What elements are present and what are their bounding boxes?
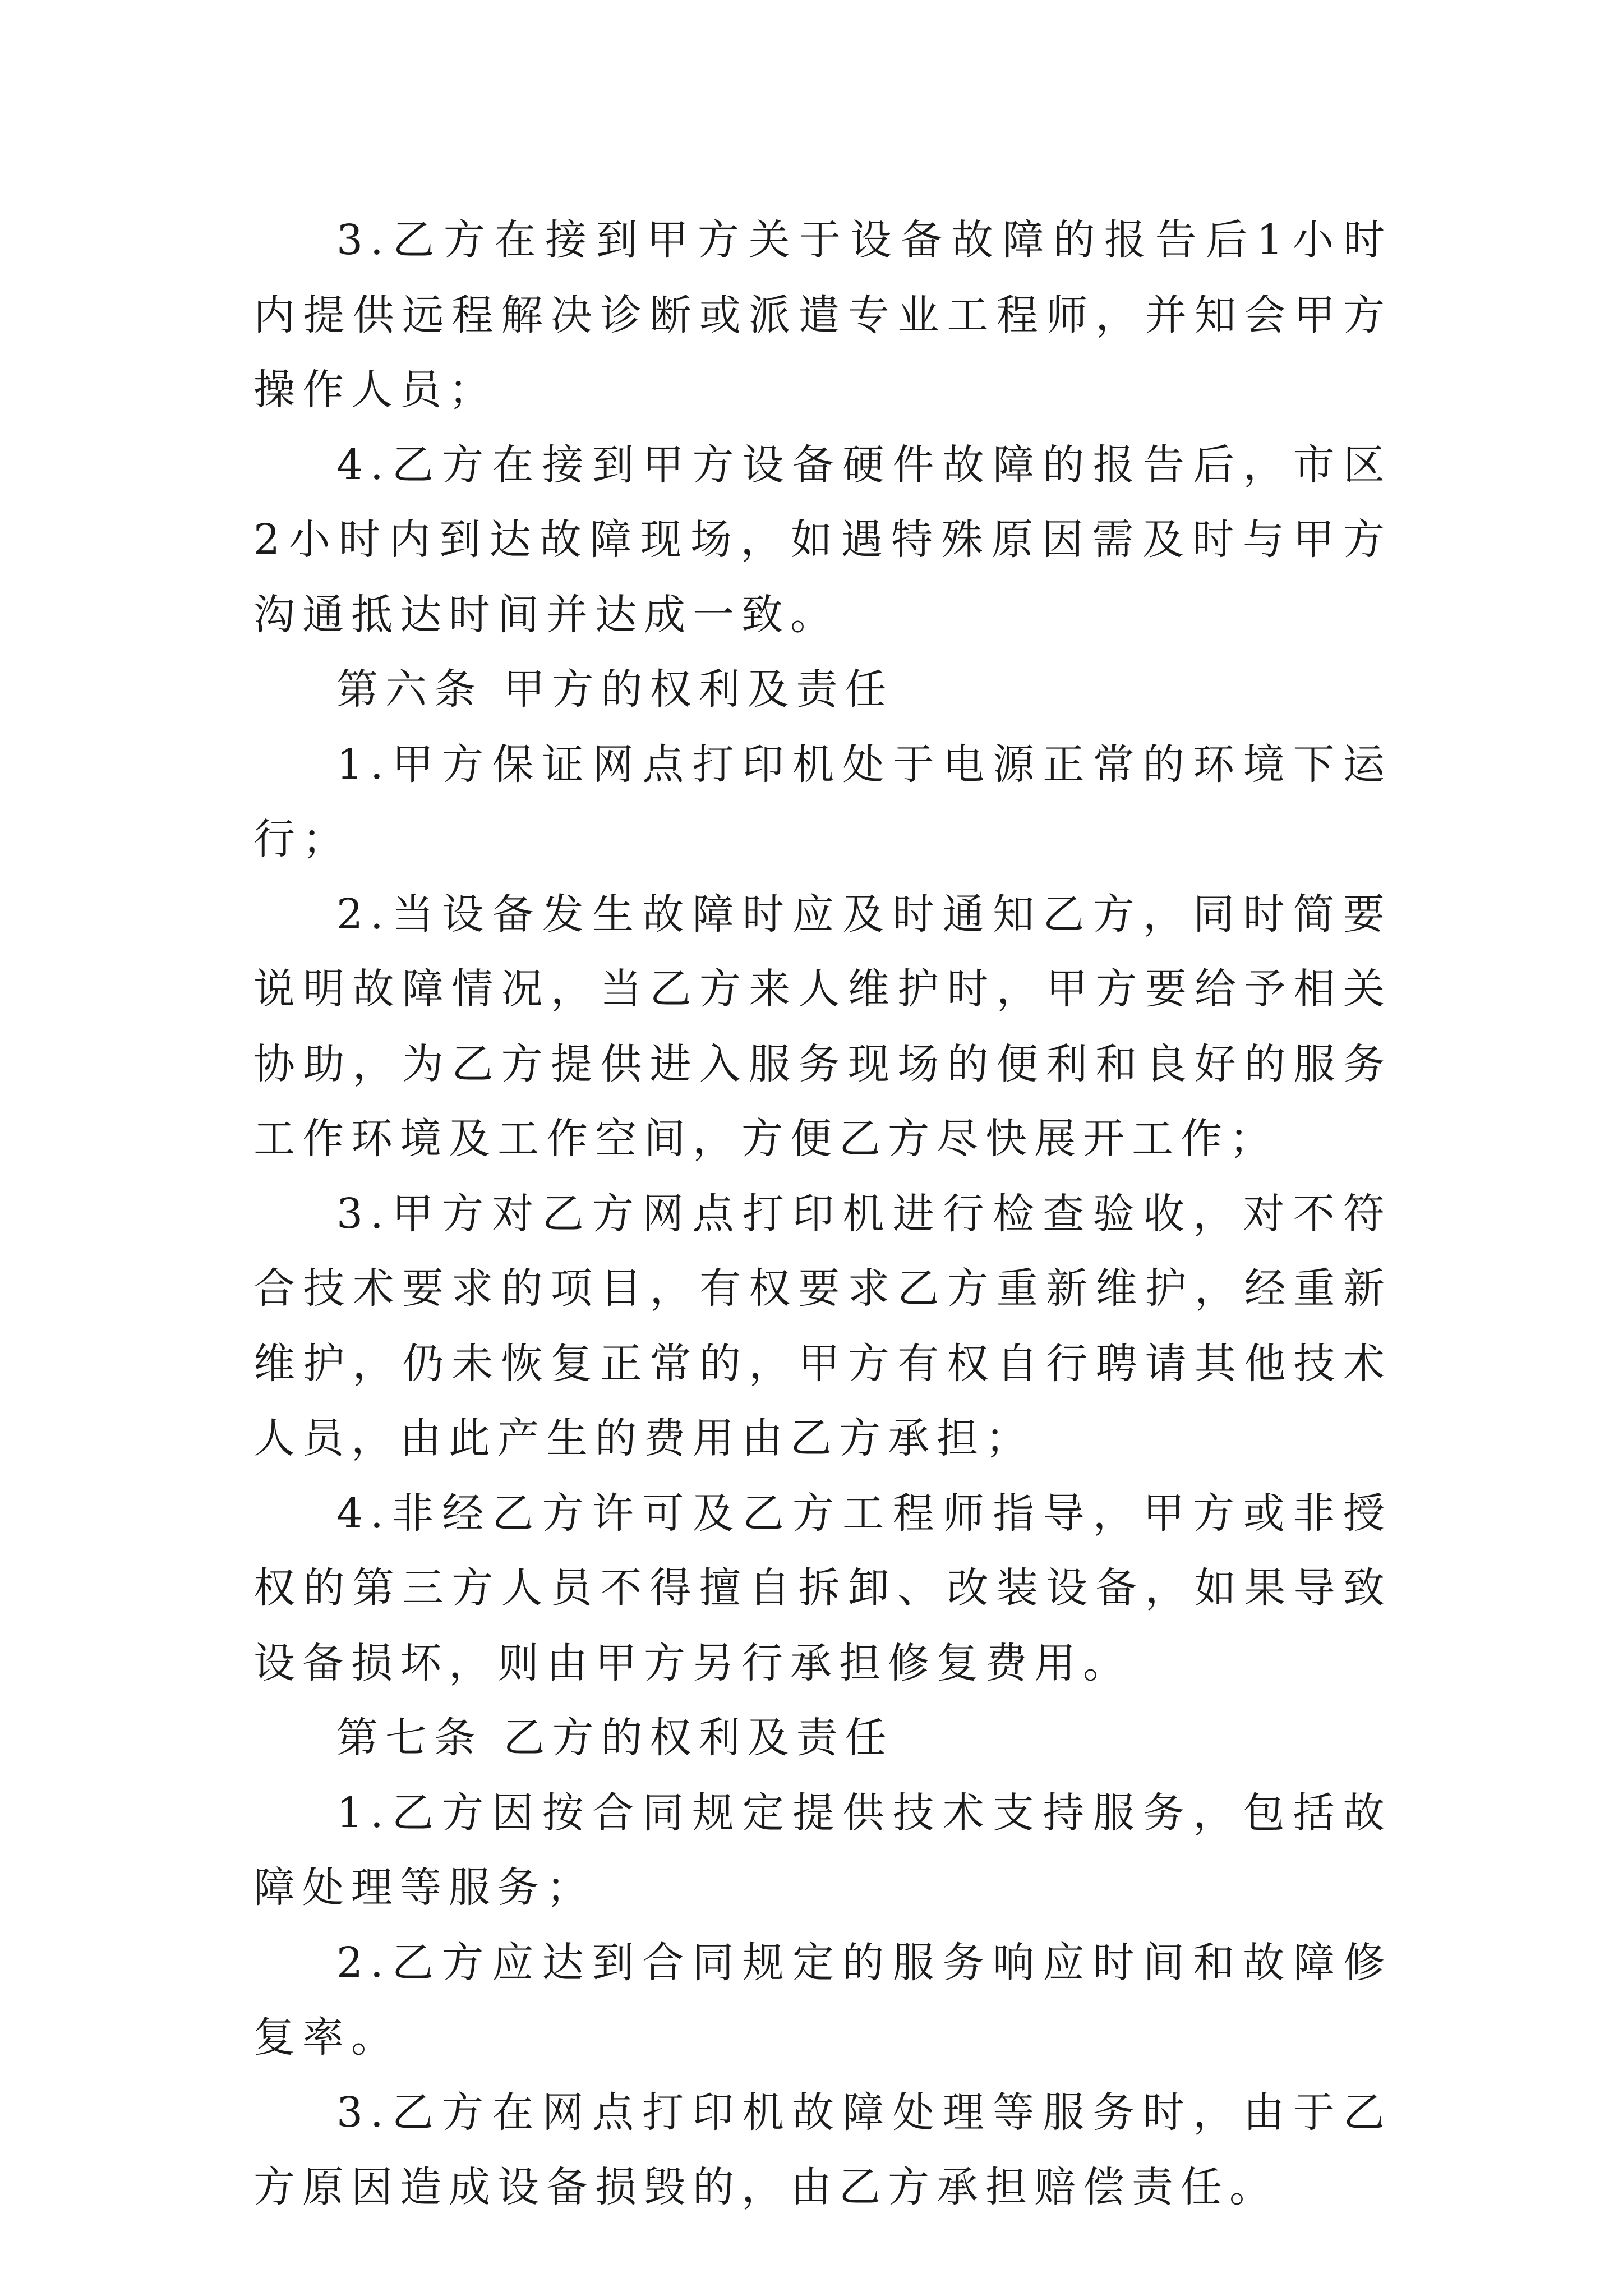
clause-6-item-3: 3.甲方对乙方网点打印机进行检查验收，对不符合技术要求的项目，有权要求乙方重新维护，经重新维护，仍未恢复正常的，甲方有权自行聘请其他技术人员，由此产生的费用由乙方承担； [253, 1189, 1392, 1462]
document-body [253, 203, 1392, 2225]
clause-5-item-3: 3.乙方在接到甲方关于设备故障的报告后1小时内提供远程解决诊断或派遣专业工程师，并知会甲方操作人员； [253, 216, 1392, 414]
clause-7-item-1: 1.乙方因按合同规定提供技术支持服务，包括故障处理等服务； [253, 1788, 1392, 1912]
clause-7-item-3: 3.乙方在网点打印机故障处理等服务时，由于乙方原因造成设备损毁的，由乙方承担赔偿责任。 [253, 2088, 1392, 2211]
clause-6-item-1: 1.甲方保证网点打印机处于电源正常的环境下运行； [253, 740, 1392, 863]
clause-6-item-4: 4.非经乙方许可及乙方工程师指导，甲方或非授权的第三方人员不得擅自拆卸、改装设备，如果导致设备损坏，则由甲方另行承担修复费用。 [253, 1489, 1392, 1687]
section-heading-article-7: 第七条 乙方的权利及责任 [336, 1714, 894, 1762]
clause-5-item-4: 4.乙方在接到甲方设备硬件故障的报告后，市区2小时内到达故障现场，如遇特殊原因需及时与甲方沟通抵达时间并达成一致。 [253, 440, 1392, 639]
clause-6-item-2: 2.当设备发生故障时应及时通知乙方，同时简要说明故障情况，当乙方来人维护时，甲方要给予相关协助，为乙方提供进入服务现场的便利和良好的服务工作环境及工作空间，方便乙方尽快展开工作； [253, 890, 1392, 1163]
section-heading-article-6: 第六条 甲方的权利及责任 [336, 665, 894, 714]
clause-7-item-2: 2.乙方应达到合同规定的服务响应时间和故障修复率。 [253, 1938, 1392, 2062]
